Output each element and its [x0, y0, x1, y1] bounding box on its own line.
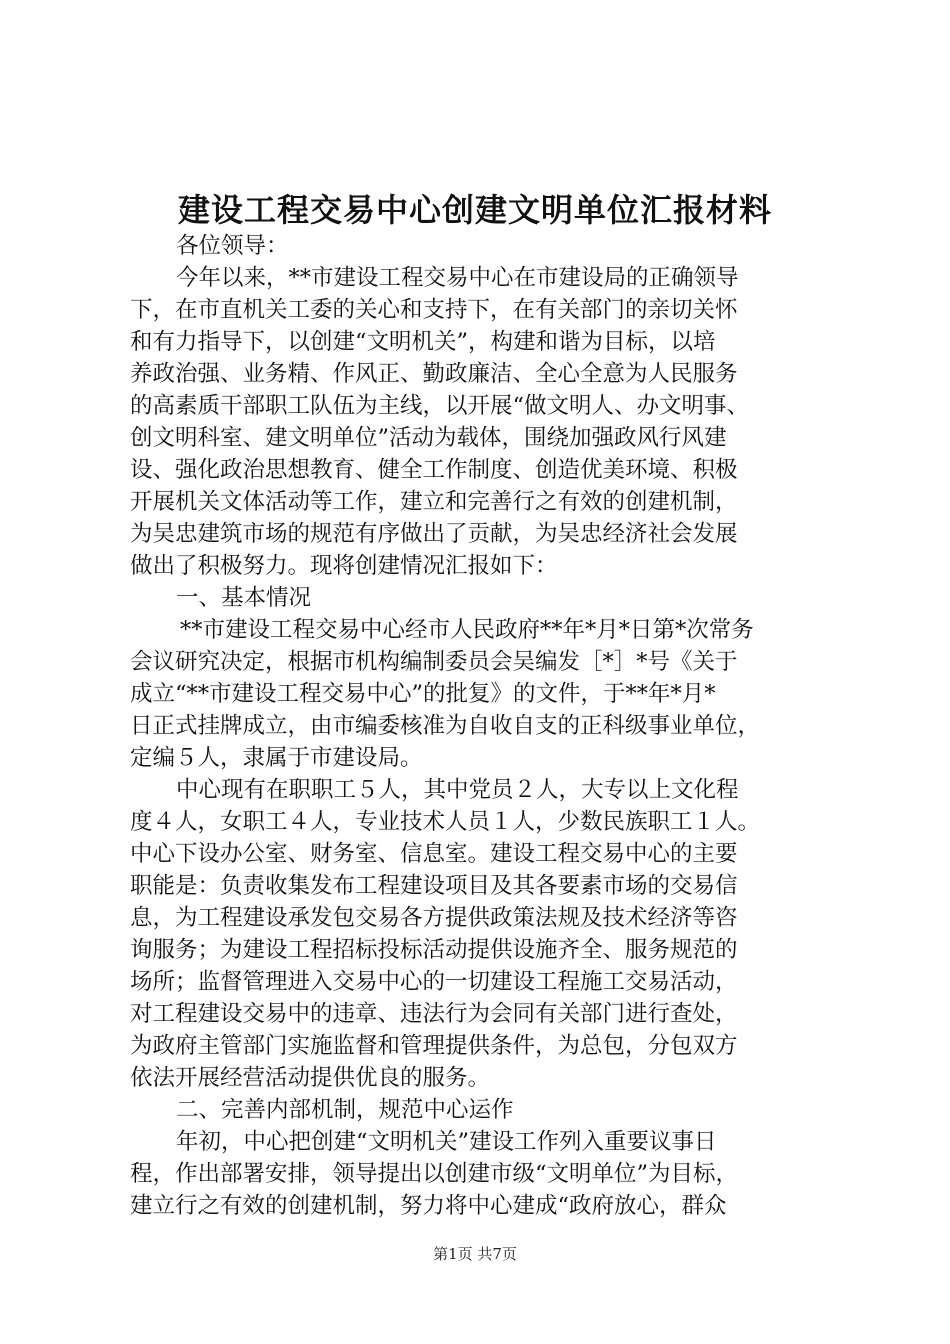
page-indicator: 第1页 共7页: [433, 1245, 517, 1263]
paragraph-line: 日正式挂牌成立，由市编委核准为自收自支的正科级事业单位，: [130, 713, 761, 739]
paragraph-line: 度４人，女职工４人，专业技术人员１人，少数民族职工１人。: [130, 809, 761, 835]
paragraph-line: 程，作出部署安排，领导提出以创建市级“文明单位”为目标，: [130, 1161, 739, 1187]
paragraph-line: 的高素质干部职工队伍为主线，以开展“做文明人、办文明事、: [130, 393, 750, 419]
paragraph-line: 为政府主管部门实施监督和管理提供条件，为总包，分包双方: [130, 1033, 738, 1059]
paragraph-line: 对工程建设交易中的违章、违法行为会同有关部门进行查处，: [130, 1001, 738, 1027]
paragraph-line: 场所；监督管理进入交易中心的一切建设工程施工交易活动，: [130, 969, 738, 995]
paragraph-line: 养政治强、业务精、作风正、勤政廉洁、全心全意为人民服务: [130, 361, 738, 387]
paragraph-line: 下，在市直机关工委的关心和支持下，在有关部门的亲切关怀: [130, 297, 738, 323]
salutation: 各位领导：: [176, 233, 289, 259]
paragraph-line: 成立“**市建设工程交易中心”的批复》的文件，于**年*月*: [130, 681, 716, 707]
paragraph-line: 开展机关文体活动等工作，建立和完善行之有效的创建机制，: [130, 489, 738, 515]
paragraph-line: 职能是：负责收集发布工程建设项目及其各要素市场的交易信: [130, 873, 738, 899]
section-heading: 一、基本情况: [176, 585, 312, 611]
paragraph-line: 建立行之有效的创建机制，努力将中心建成“政府放心，群众: [130, 1193, 727, 1219]
paragraph-line: 年初，中心把创建“文明机关”建设工作列入重要议事日: [176, 1129, 717, 1155]
paragraph-line: 依法开展经营活动提供优良的服务。: [130, 1065, 491, 1091]
section-heading: 二、完善内部机制，规范中心运作: [176, 1097, 514, 1123]
paragraph-line: 做出了积极努力。现将创建情况汇报如下：: [130, 553, 558, 579]
paragraph-line: 设、强化政治思想教育、健全工作制度、创造优美环境、积极: [130, 457, 738, 483]
paragraph-line: 息，为工程建设承发包交易各方提供政策法规及技术经济等咨: [130, 905, 738, 931]
paragraph-line: 询服务；为建设工程招标投标活动提供设施齐全、服务规范的: [130, 937, 738, 963]
document-body: [130, 230, 830, 1222]
paragraph-line: 创文明科室、建文明单位”活动为载体，围绕加强政风行风建: [130, 425, 727, 451]
paragraph-line: 会议研究决定，根据市机构编制委员会吴编发［*］*号《关于: [130, 649, 738, 675]
paragraph-line: 为吴忠建筑市场的规范有序做出了贡献，为吴忠经济社会发展: [130, 521, 738, 547]
document-title: 建设工程交易中心创建文明单位汇报材料: [177, 191, 772, 229]
paragraph-line: 今年以来，**市建设工程交易中心在市建设局的正确领导: [176, 265, 739, 291]
paragraph-line: 中心现有在职职工５人，其中党员２人，大专以上文化程: [176, 777, 739, 803]
paragraph-line: **市建设工程交易中心经市人民政府**年*月*日第*次常务: [180, 617, 754, 643]
paragraph-line: 中心下设办公室、财务室、信息室。建设工程交易中心的主要: [130, 841, 738, 867]
paragraph-line: 和有力指导下，以创建“文明机关”，构建和谐为目标，以培: [130, 329, 716, 355]
paragraph-line: 定编５人，隶属于市建设局。: [130, 745, 423, 771]
